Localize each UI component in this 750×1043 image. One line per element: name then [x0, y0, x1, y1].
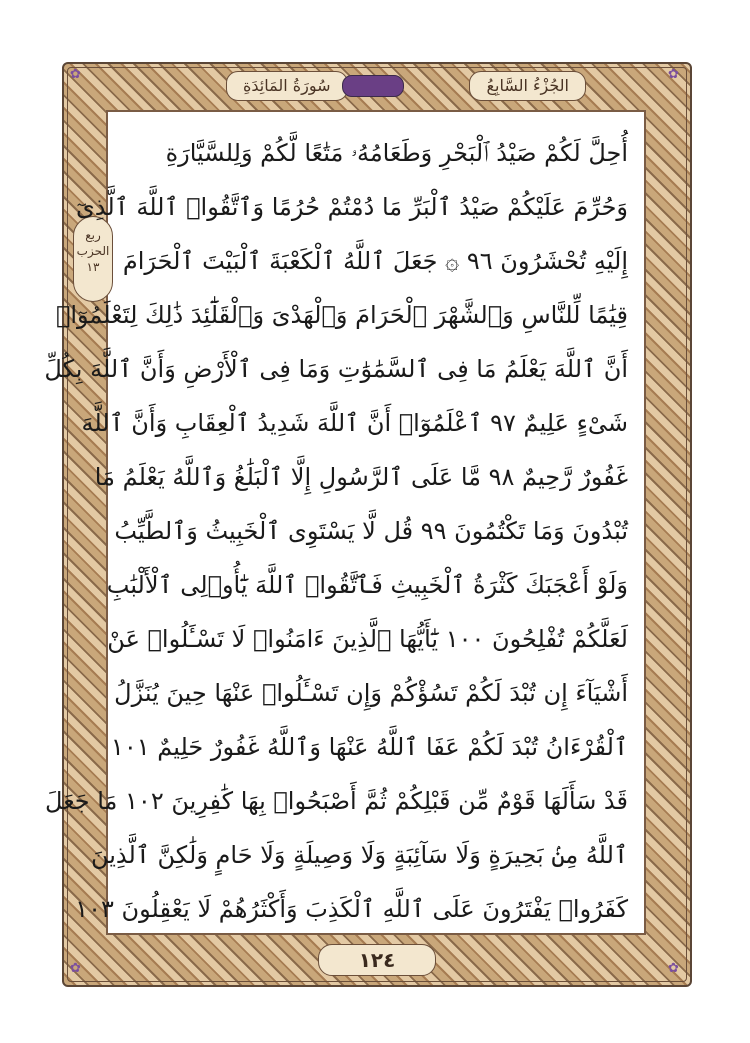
page-number: ١٢٤ — [318, 944, 436, 976]
corner-ornament-icon: ✿ — [668, 961, 679, 976]
text-line: وَحُرِّمَ عَلَيْكُمْ صَيْدُ ٱلْبَرِّ مَا دُمْتُمْ حُرُمًا وَٱتَّقُوا۟ ٱللَّهَ ٱلَّذِىٓ — [75, 193, 628, 221]
text-line: أَشْيَآءَ إِن تُبْدَ لَكُمْ تَسُؤْكُمْ وَإِن تَسْـَٔلُوا۟ عَنْهَا حِينَ يُنَزَّلُ — [114, 679, 628, 707]
header-ornament-icon — [342, 75, 404, 97]
text-line: ٱلْقُرْءَانُ تُبْدَ لَكُمْ عَفَا ٱللَّهُ عَنْهَا وَٱللَّهُ غَفُورٌ حَلِيمٌ ١٠١ — [110, 733, 628, 761]
text-line: ٱللَّهُ مِنۢ بَحِيرَةٍ وَلَا سَآئِبَةٍ وَلَا وَصِيلَةٍ وَلَا حَامٍ وَلَٰكِنَّ ٱلَّذِينَ — [90, 841, 628, 869]
page-header — [166, 71, 586, 99]
juz-title: الجُزْءُ السَّابِعُ — [469, 71, 586, 101]
hizb-marker-line: الحزب — [76, 244, 110, 258]
text-line: كَفَرُوا۟ يَفْتَرُونَ عَلَى ٱللَّهِ ٱلْكَذِبَ وَأَكْثَرُهُمْ لَا يَعْقِلُونَ ١٠٣ — [75, 895, 628, 923]
text-line: قَدْ سَأَلَهَا قَوْمٌ مِّن قَبْلِكُمْ ثُمَّ أَصْبَحُوا۟ بِهَا كَٰفِرِينَ ١٠٢ مَا جَعَلَ — [45, 787, 628, 815]
text-line: وَلَوْ أَعْجَبَكَ كَثْرَةُ ٱلْخَبِيثِ فَٱتَّقُوا۟ ٱللَّهَ يَٰٓأُو۟لِى ٱلْأَلْبَٰبِ — [106, 571, 628, 599]
surah-title: سُورَةُ المَائِدَةِ — [226, 71, 348, 101]
text-line: لَعَلَّكُمْ تُفْلِحُونَ ١٠٠ يَٰٓأَيُّهَا ٱلَّذِينَ ءَامَنُوا۟ لَا تَسْـَٔلُوا۟ عَنْ — [107, 625, 628, 653]
text-line: تُبْدُونَ وَمَا تَكْتُمُونَ ٩٩ قُل لَّا يَسْتَوِى ٱلْخَبِيثُ وَٱلطَّيِّبُ — [114, 517, 628, 545]
text-line: غَفُورٌ رَّحِيمٌ ٩٨ مَّا عَلَى ٱلرَّسُولِ إِلَّا ٱلْبَلَٰغُ وَٱللَّهُ يَعْلَمُ مَا — [94, 463, 628, 491]
text-line: أَنَّ ٱللَّهَ يَعْلَمُ مَا فِى ٱلسَّمَٰوَٰتِ وَمَا فِى ٱلْأَرْضِ وَأَنَّ ٱللَّهَ بِكُلِّ — [44, 355, 628, 383]
text-line: إِلَيْهِ تُحْشَرُونَ ٩٦ ۞ جَعَلَ ٱللَّهُ ٱلْكَعْبَةَ ٱلْبَيْتَ ٱلْحَرَامَ — [122, 247, 628, 275]
corner-ornament-icon: ✿ — [70, 67, 81, 82]
hizb-marker-line: ١٣ — [86, 260, 100, 274]
hizb-marker-line: ربع — [85, 228, 101, 242]
text-line: أُحِلَّ لَكُمْ صَيْدُ ٱلْبَحْرِ وَطَعَامُهُۥ مَتَٰعًا لَّكُمْ وَلِلسَّيَّارَةِ — [165, 139, 628, 167]
corner-ornament-icon: ✿ — [70, 961, 81, 976]
corner-ornament-icon: ✿ — [668, 67, 679, 82]
text-line: قِيَٰمًا لِّلنَّاسِ وَٱلشَّهْرَ ٱلْحَرَامَ وَٱلْهَدْىَ وَٱلْقَلَٰٓئِدَ ذَٰلِكَ لِتَعْلَمُوٓا۟ — [55, 301, 628, 329]
text-line: شَىْءٍ عَلِيمٌ ٩٧ ٱعْلَمُوٓا۟ أَنَّ ٱللَّهَ شَدِيدُ ٱلْعِقَابِ وَأَنَّ ٱللَّهَ — [81, 409, 628, 437]
